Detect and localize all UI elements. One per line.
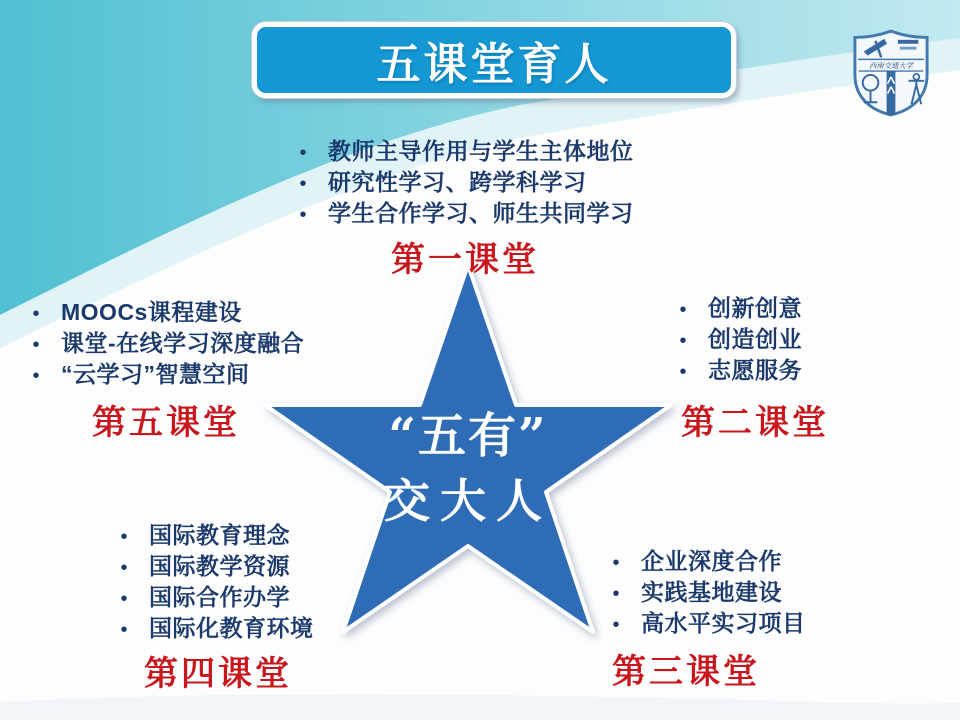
bullet-text: 创新创意 bbox=[708, 295, 802, 321]
bullet-icon: • bbox=[299, 142, 307, 164]
star-slogan-line2: 交大人 bbox=[384, 474, 552, 528]
bullet-text: 研究性学习、跨学科学习 bbox=[328, 169, 587, 195]
bullet-text: 国际合作办学 bbox=[149, 584, 290, 610]
list-item bbox=[295, 133, 634, 164]
bullet-text: 高水平实习项目 bbox=[641, 610, 806, 636]
bullet-text: “云学习”智慧空间 bbox=[61, 361, 250, 387]
bullet-icon: • bbox=[299, 173, 307, 195]
list-item bbox=[608, 543, 806, 574]
classroom-label-third: 第三课堂 bbox=[612, 653, 760, 691]
bullet-icon: • bbox=[32, 303, 40, 325]
list-item bbox=[116, 579, 314, 610]
list-item bbox=[295, 195, 634, 226]
list-item bbox=[608, 605, 806, 636]
bullet-icon: • bbox=[120, 526, 128, 548]
bullet-text: MOOCs课程建设 bbox=[61, 299, 242, 325]
bullet-icon: • bbox=[612, 583, 620, 605]
list-item bbox=[116, 548, 314, 579]
classroom-label-first: 第一课堂 bbox=[391, 241, 539, 279]
bullet-icon: • bbox=[679, 330, 687, 352]
bullet-text: 志愿服务 bbox=[708, 357, 802, 383]
list-item bbox=[295, 164, 634, 195]
bullet-text: 教师主导作用与学生主体地位 bbox=[328, 138, 634, 164]
group-third-classroom bbox=[608, 543, 806, 693]
bullet-text: 企业深度合作 bbox=[641, 548, 782, 574]
bullet-text: 国际化教育环境 bbox=[149, 615, 314, 641]
bullet-icon: • bbox=[612, 614, 620, 636]
bullet-list bbox=[608, 543, 806, 636]
bullet-text: 实践基地建设 bbox=[641, 579, 782, 605]
list-item bbox=[116, 517, 314, 548]
classroom-label-second: 第二课堂 bbox=[681, 404, 829, 442]
crest-band-text: 西南交通大学 bbox=[869, 61, 913, 71]
group-second-classroom bbox=[675, 290, 829, 444]
list-item bbox=[28, 325, 304, 356]
bullet-icon: • bbox=[120, 619, 128, 641]
bullet-text: 国际教学资源 bbox=[149, 553, 290, 579]
list-item bbox=[608, 574, 806, 605]
bullet-text: 国际教育理念 bbox=[149, 522, 290, 548]
bullet-icon: • bbox=[32, 365, 40, 387]
bullet-icon: • bbox=[679, 361, 687, 383]
bullet-list bbox=[28, 294, 304, 387]
bullet-text: 学生合作学习、师生共同学习 bbox=[328, 200, 634, 226]
list-item bbox=[28, 294, 304, 325]
bullet-icon: • bbox=[612, 552, 620, 574]
bullet-list bbox=[116, 517, 314, 641]
group-fourth-classroom bbox=[116, 517, 314, 695]
classroom-label-fourth: 第四课堂 bbox=[144, 655, 292, 693]
bullet-list bbox=[675, 290, 829, 383]
list-item bbox=[116, 610, 314, 641]
bullet-text: 创造创业 bbox=[708, 326, 802, 352]
bullet-list bbox=[295, 133, 634, 226]
classroom-label-fifth: 第五课堂 bbox=[92, 404, 240, 442]
list-item bbox=[28, 356, 304, 387]
list-item bbox=[675, 352, 829, 383]
star-slogan-line1: “五有” bbox=[388, 408, 548, 464]
bullet-icon: • bbox=[679, 299, 687, 321]
list-item bbox=[675, 290, 829, 321]
bullet-text: 课堂-在线学习深度融合 bbox=[61, 330, 305, 356]
group-fifth-classroom bbox=[28, 294, 304, 444]
bullet-icon: • bbox=[299, 204, 307, 226]
bullet-icon: • bbox=[32, 334, 40, 356]
page-title: 五课堂育人 bbox=[376, 40, 612, 89]
bullet-icon: • bbox=[120, 588, 128, 610]
list-item bbox=[675, 321, 829, 352]
bullet-icon: • bbox=[120, 557, 128, 579]
group-first-classroom bbox=[295, 133, 634, 281]
